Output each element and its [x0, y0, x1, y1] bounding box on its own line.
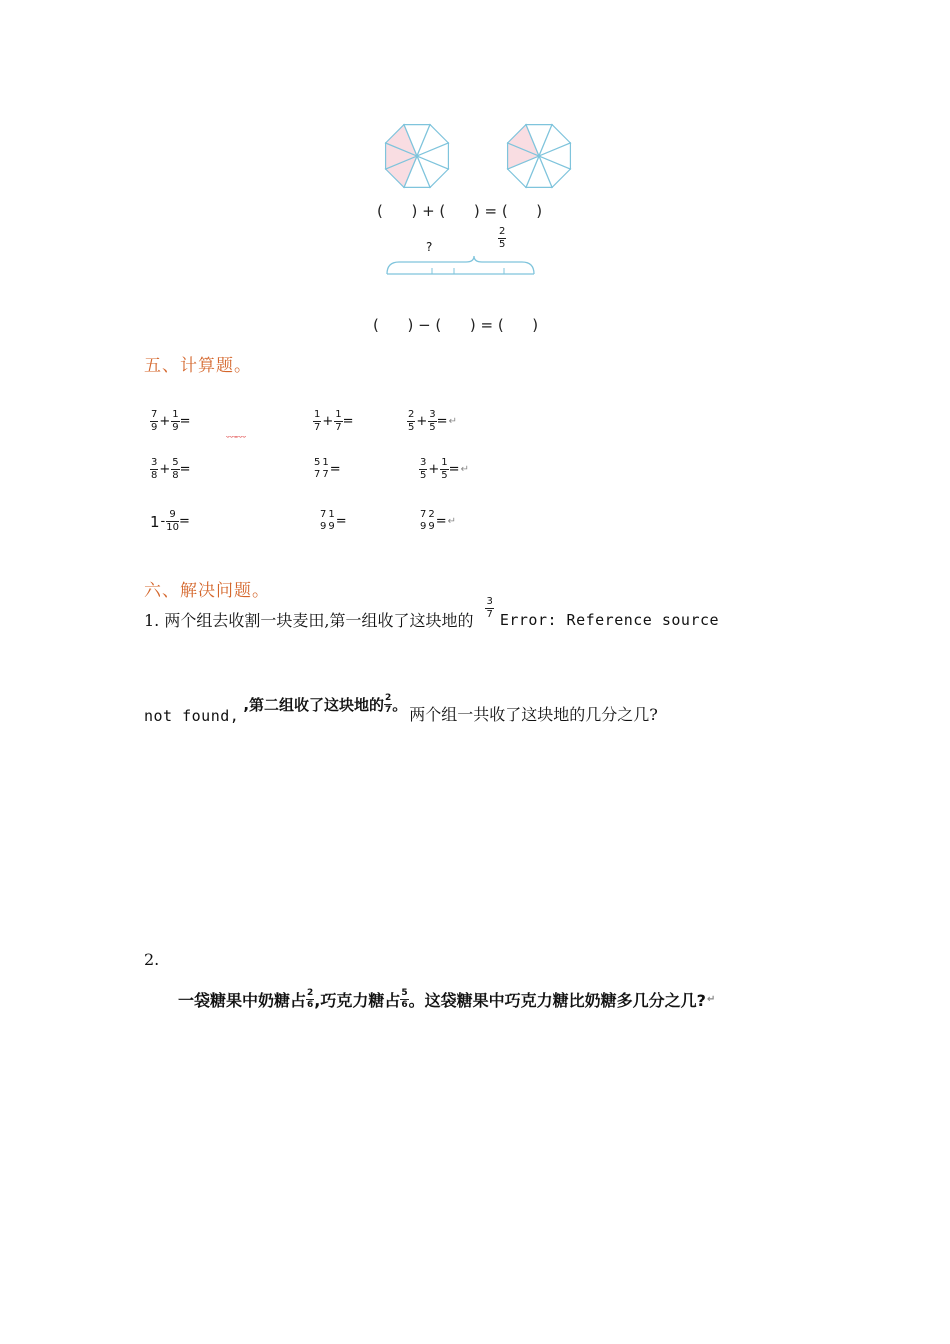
equals-sign: =: [329, 461, 341, 477]
fraction: 2 9: [428, 509, 435, 532]
subtraction-equation: ( ) − ( ) = ( ): [373, 316, 539, 334]
equals-sign: =: [335, 513, 347, 529]
question2-number: 2.: [144, 950, 160, 969]
question1-fraction: $\frac{3}{7}$: [486, 596, 493, 620]
section5-heading: 五、计算题。: [144, 356, 252, 376]
fraction: $\frac{1}{7}$: [335, 409, 342, 433]
return-mark: ↵: [706, 994, 716, 1005]
equals-sign: =: [179, 414, 191, 429]
fraction: $\frac{3}{8}$: [151, 457, 158, 481]
operator: +: [416, 414, 428, 429]
question1-line2: [144, 694, 658, 725]
fraction: $\frac{3}{5}$: [429, 409, 436, 433]
fraction: $\frac{1}{5}$: [441, 457, 448, 481]
bracket-question-label: ?: [426, 240, 433, 254]
return-mark: ↵: [447, 515, 457, 527]
calc-expression: [319, 510, 347, 532]
calc-expression: [419, 458, 469, 481]
whole-number: 1: [150, 512, 160, 531]
calc-expression: [150, 410, 191, 433]
addition-equation: ( ) + ( ) = ( ): [377, 202, 543, 220]
question1-prefix: 1. 两个组去收割一块麦田,第一组收了这块地的: [144, 611, 474, 630]
operator: +: [428, 462, 440, 477]
spellcheck-squiggle: ﹏﹏: [226, 426, 244, 439]
equals-sign: =: [436, 414, 448, 429]
bracket-diagram: [384, 254, 538, 278]
fraction: $\frac{1}{7}$: [314, 409, 321, 433]
calc-expression: [407, 410, 457, 433]
fraction: 1 9: [328, 509, 335, 532]
return-mark: ↵: [460, 464, 469, 475]
operator: +: [159, 462, 171, 477]
operator: +: [322, 414, 334, 429]
equals-sign: =: [448, 462, 460, 477]
question1-line1: [144, 596, 720, 631]
return-mark: ↵: [448, 416, 457, 427]
question1-suffix: 两个组一共收了这块地的几分之几?: [409, 705, 658, 724]
fraction: 7 9: [420, 509, 427, 532]
calc-expression: [419, 510, 456, 532]
fraction: $\frac{9}{10}$: [166, 509, 179, 533]
calc-expression: [150, 510, 190, 533]
fraction: 5 7: [314, 457, 321, 480]
fraction: 1 7: [322, 457, 329, 480]
equals-sign: =: [435, 513, 447, 529]
question1-image-fraction: $\frac{2}{7}$: [385, 693, 392, 715]
bracket-known-fraction: $\frac{2}{5}$: [499, 226, 506, 250]
question2-fraction-1: $\frac{2}{6}$: [307, 988, 314, 1010]
octagon-left: [381, 122, 453, 190]
question1-error-text-2: not found,: [144, 707, 240, 725]
equals-sign: =: [178, 514, 190, 529]
section6-heading: 六、解决问题。: [144, 581, 270, 601]
calc-expression: [150, 458, 191, 481]
fraction: $\frac{1}{9}$: [172, 409, 179, 433]
calc-expression: [313, 410, 354, 433]
fraction: $\frac{5}{8}$: [172, 457, 179, 481]
fraction: $\frac{7}{9}$: [151, 409, 158, 433]
operator: +: [159, 414, 171, 429]
question2-fraction-2: $\frac{5}{6}$: [401, 988, 408, 1010]
fraction: $\frac{2}{5}$: [408, 409, 415, 433]
calc-expression: [313, 458, 341, 480]
fraction: 7 9: [320, 509, 327, 532]
equals-sign: =: [342, 414, 354, 429]
question1-image-text: ,第二组收了这块地的 $\frac{2}{7}$ 。: [243, 693, 408, 715]
operator: -: [160, 514, 166, 529]
fraction: $\frac{3}{5}$: [420, 457, 427, 481]
octagon-right: [503, 122, 575, 190]
equals-sign: =: [179, 462, 191, 477]
question2-text: 一袋糖果中奶糖占 $\frac{2}{6}$ ,巧克力糖占 $\frac{5}{6}$ 。这袋糖果中巧克力糖比奶糖多几分之几? ↵: [178, 988, 716, 1010]
question1-error-text: Error: Reference source: [499, 610, 720, 629]
